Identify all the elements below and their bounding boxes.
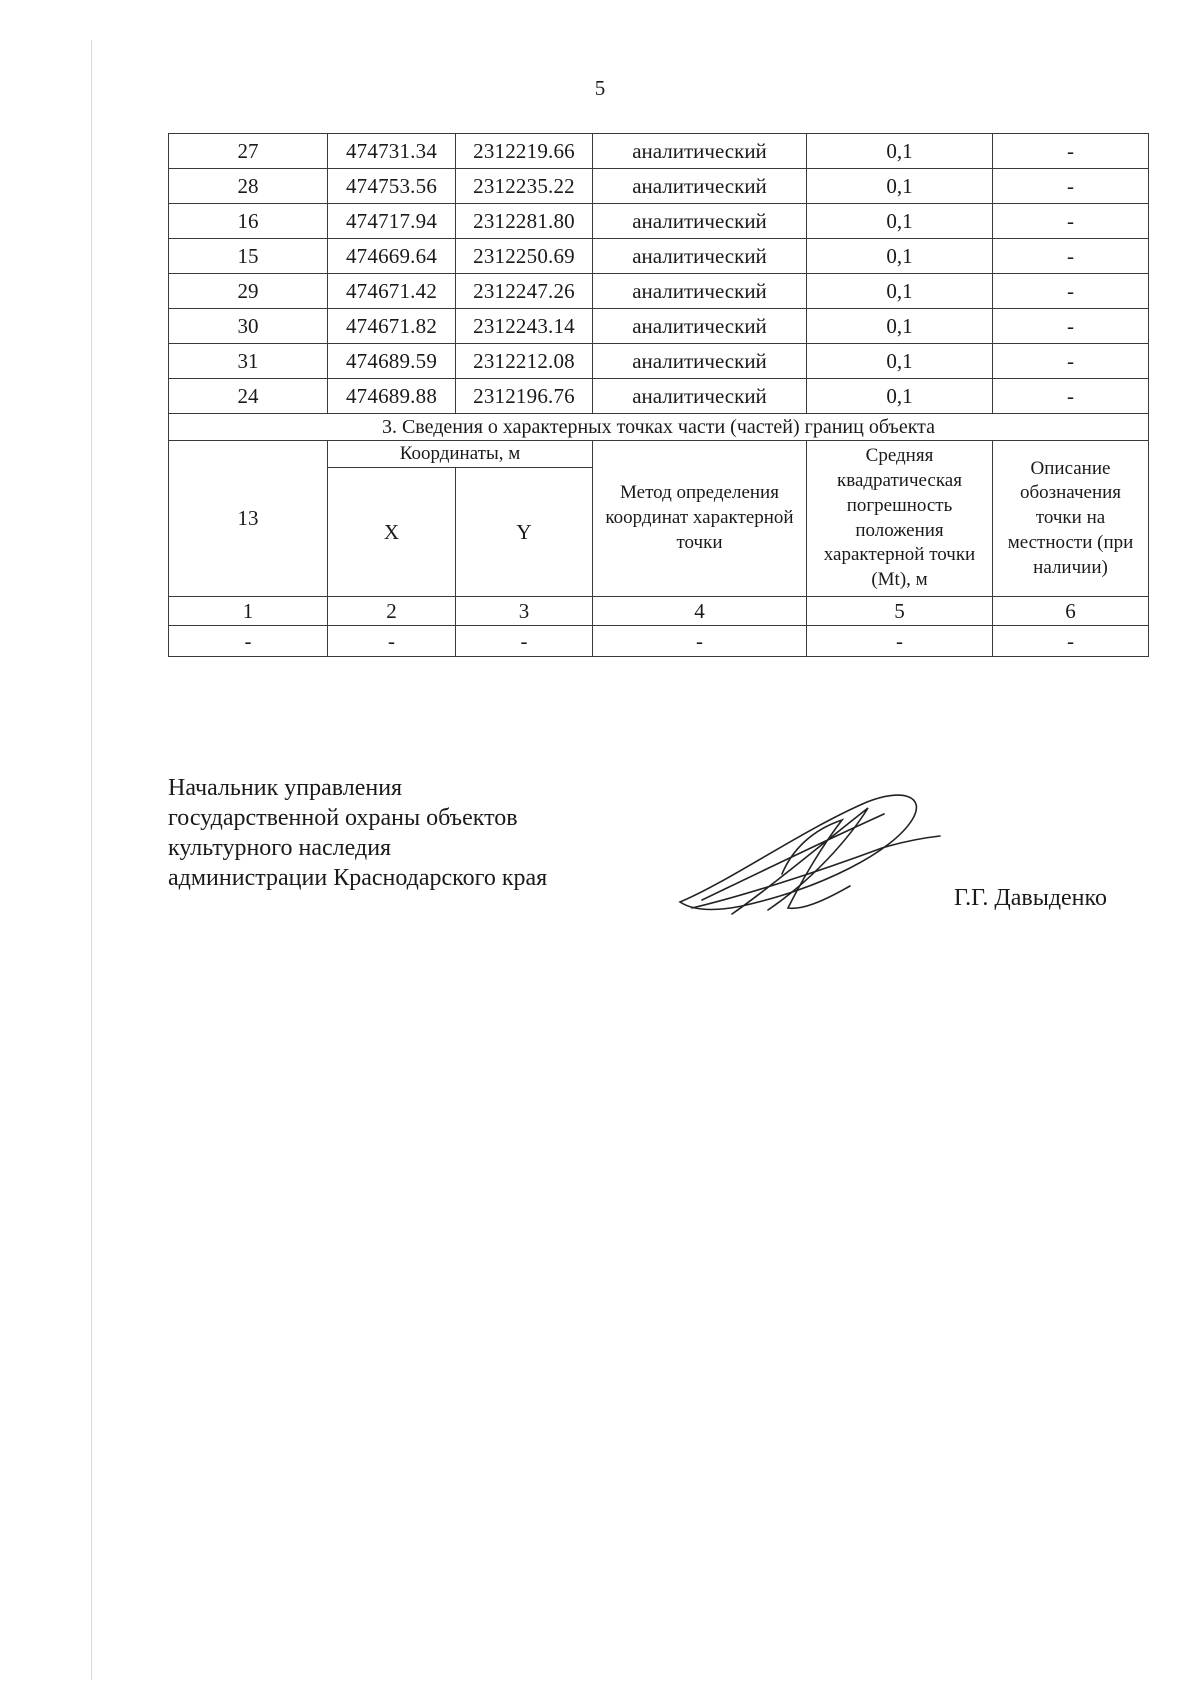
signatory-title-line: Начальник управления	[168, 775, 403, 801]
method-cell: аналитический	[593, 379, 807, 414]
signatory-title	[168, 773, 547, 893]
point-number-cell: 15	[169, 239, 328, 274]
method-cell: аналитический	[593, 204, 807, 239]
header-row	[169, 441, 1149, 468]
description-cell: -	[993, 379, 1149, 414]
table-row	[169, 626, 1149, 657]
x-coordinate-cell: 474731.34	[328, 134, 456, 169]
method-cell: аналитический	[593, 344, 807, 379]
y-coordinate-cell: 2312212.08	[456, 344, 593, 379]
empty-cell: -	[456, 626, 593, 657]
section-title-row	[169, 414, 1149, 441]
signatory-title-line: администрации Краснодарского края	[168, 865, 548, 891]
y-coordinate-cell: 2312250.69	[456, 239, 593, 274]
table-row	[169, 169, 1149, 204]
header-y: Y	[456, 468, 593, 597]
empty-cell: -	[593, 626, 807, 657]
table-row	[169, 379, 1149, 414]
point-number-cell: 28	[169, 169, 328, 204]
header-description: Описание обозначения точки на местности (при наличии)	[993, 441, 1149, 597]
description-cell: -	[993, 309, 1149, 344]
section-title: 3. Сведения о характерных точках части (частей) границ объекта	[169, 414, 1149, 441]
y-coordinate-cell: 2312243.14	[456, 309, 593, 344]
header-point-number: 13	[169, 441, 328, 597]
header-x: X	[328, 468, 456, 597]
column-number: 4	[593, 597, 807, 626]
point-number-cell: 29	[169, 274, 328, 309]
x-coordinate-cell: 474753.56	[328, 169, 456, 204]
accuracy-cell: 0,1	[807, 274, 993, 309]
accuracy-cell: 0,1	[807, 134, 993, 169]
header-coordinates-group: Координаты, м	[328, 441, 593, 468]
signatory-title-line: культурного наследия	[168, 835, 392, 861]
y-coordinate-cell: 2312281.80	[456, 204, 593, 239]
x-coordinate-cell: 474689.88	[328, 379, 456, 414]
x-coordinate-cell: 474669.64	[328, 239, 456, 274]
point-number-cell: 31	[169, 344, 328, 379]
method-cell: аналитический	[593, 169, 807, 204]
y-coordinate-cell: 2312196.76	[456, 379, 593, 414]
x-coordinate-cell: 474671.42	[328, 274, 456, 309]
method-cell: аналитический	[593, 134, 807, 169]
binding-edge-line	[91, 40, 92, 1680]
page-number: 5	[594, 76, 606, 100]
accuracy-cell: 0,1	[807, 204, 993, 239]
column-number: 2	[328, 597, 456, 626]
header-accuracy: Средняя квадратическая погрешность положения характерной точки (Mt), м	[807, 441, 993, 597]
y-coordinate-cell: 2312235.22	[456, 169, 593, 204]
handwritten-signature	[672, 790, 942, 920]
method-cell: аналитический	[593, 239, 807, 274]
table-body	[169, 134, 1149, 657]
column-number: 5	[807, 597, 993, 626]
accuracy-cell: 0,1	[807, 344, 993, 379]
x-coordinate-cell: 474689.59	[328, 344, 456, 379]
description-cell: -	[993, 204, 1149, 239]
empty-cell: -	[169, 626, 328, 657]
description-cell: -	[993, 134, 1149, 169]
point-number-cell: 30	[169, 309, 328, 344]
accuracy-cell: 0,1	[807, 169, 993, 204]
accuracy-cell: 0,1	[807, 309, 993, 344]
point-number-cell: 16	[169, 204, 328, 239]
table-row	[169, 239, 1149, 274]
method-cell: аналитический	[593, 309, 807, 344]
x-coordinate-cell: 474671.82	[328, 309, 456, 344]
description-cell: -	[993, 344, 1149, 379]
coordinates-table	[168, 133, 1149, 657]
table-row	[169, 344, 1149, 379]
y-coordinate-cell: 2312219.66	[456, 134, 593, 169]
point-number-cell: 24	[169, 379, 328, 414]
column-number: 1	[169, 597, 328, 626]
description-cell: -	[993, 239, 1149, 274]
table-row	[169, 274, 1149, 309]
empty-cell: -	[993, 626, 1149, 657]
method-cell: аналитический	[593, 274, 807, 309]
signatory-name: Г.Г. Давыденко	[954, 885, 1107, 911]
table-row	[169, 204, 1149, 239]
table-row	[169, 134, 1149, 169]
signatory-title-line: государственной охраны объектов	[168, 805, 518, 831]
column-number: 6	[993, 597, 1149, 626]
accuracy-cell: 0,1	[807, 379, 993, 414]
table-row	[169, 309, 1149, 344]
column-number: 3	[456, 597, 593, 626]
description-cell: -	[993, 274, 1149, 309]
header-method: Метод определения координат характерной точки	[593, 441, 807, 597]
empty-cell: -	[328, 626, 456, 657]
point-number-cell: 27	[169, 134, 328, 169]
description-cell: -	[993, 169, 1149, 204]
empty-cell: -	[807, 626, 993, 657]
x-coordinate-cell: 474717.94	[328, 204, 456, 239]
accuracy-cell: 0,1	[807, 239, 993, 274]
y-coordinate-cell: 2312247.26	[456, 274, 593, 309]
column-numbers-row	[169, 597, 1149, 626]
